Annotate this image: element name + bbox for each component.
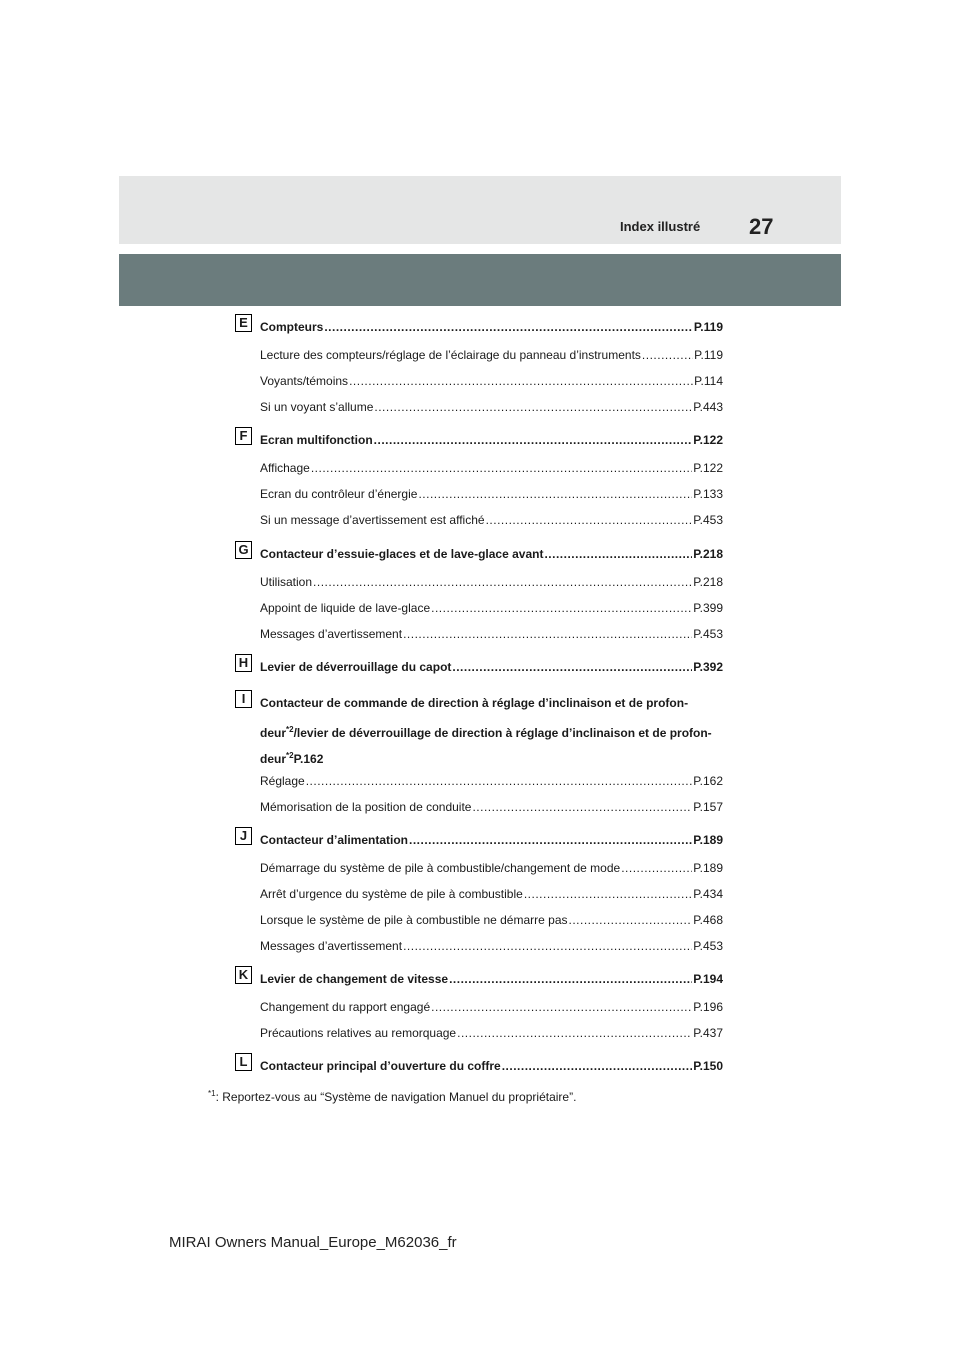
- index-entry-sub[interactable]: [260, 601, 723, 616]
- leader-dots: [418, 487, 692, 502]
- leader-dots: [313, 575, 692, 590]
- leader-dots: [349, 374, 693, 389]
- entry-page: P.453: [693, 513, 723, 527]
- index-entry-sub[interactable]: [260, 487, 723, 502]
- page-number: 27: [749, 214, 774, 239]
- entry-label: Si un voyant s’allume: [260, 400, 374, 414]
- footnote-ref: *2: [286, 751, 294, 760]
- index-entry-sub[interactable]: [260, 800, 723, 815]
- leader-dots: [452, 660, 692, 675]
- entry-page: P.443: [693, 400, 723, 414]
- entry-label: Réglage: [260, 774, 305, 788]
- entry-label: Contacteur d’alimentation: [260, 833, 409, 847]
- entry-label: Messages d’avertissement: [260, 627, 403, 641]
- entry-page: P.392: [693, 660, 723, 674]
- entry-label: Changement du rapport engagé: [260, 1000, 431, 1014]
- leader-dots: [502, 1059, 692, 1074]
- index-entry-sub[interactable]: [260, 939, 723, 954]
- index-entry-main[interactable]: [260, 320, 723, 335]
- leader-dots: [409, 833, 692, 848]
- entry-page: P.468: [693, 913, 723, 927]
- index-entry-sub[interactable]: [260, 913, 723, 928]
- entry-label: Compteurs: [260, 320, 324, 334]
- footnote-mark: *1: [208, 1089, 216, 1098]
- entry-page: P.218: [693, 575, 723, 589]
- entry-page: P.162: [293, 752, 324, 766]
- entry-label: Si un message d’avertissement est affiché: [260, 513, 485, 527]
- entry-label: Ecran multifonction: [260, 433, 373, 447]
- entry-page: P.189: [693, 861, 723, 875]
- letter-marker-h: H: [235, 654, 252, 672]
- leader-dots: [472, 800, 692, 815]
- index-entry-sub[interactable]: [260, 627, 723, 642]
- index-entry-sub[interactable]: [260, 348, 723, 363]
- leader-dots: [374, 433, 693, 448]
- entry-page: P.162: [693, 774, 723, 788]
- header-dark-band: [119, 254, 841, 306]
- leader-dots: [311, 461, 692, 476]
- header-band: [119, 176, 841, 244]
- entry-page: P.189: [693, 833, 723, 847]
- entry-label: Levier de déverrouillage du capot: [260, 660, 452, 674]
- entry-page: P.114: [694, 374, 723, 388]
- index-entry-main[interactable]: [260, 433, 723, 448]
- leader-dots: [403, 939, 692, 954]
- index-entry-main-line1[interactable]: Contacteur de commande de direction à réglage d’inclinaison et de profon-: [260, 696, 689, 710]
- leader-dots: [324, 320, 693, 335]
- leader-dots: [431, 1000, 692, 1015]
- footnote-ref: *2: [286, 725, 294, 734]
- entry-label: Mémorisation de la position de conduite: [260, 800, 472, 814]
- index-entry-sub[interactable]: [260, 1026, 723, 1041]
- letter-marker-j: J: [235, 827, 252, 845]
- entry-label: Ecran du contrôleur d’énergie: [260, 487, 418, 501]
- entry-page: P.194: [693, 972, 723, 986]
- entry-label-part: deur: [260, 726, 287, 740]
- entry-page: P.218: [693, 547, 723, 561]
- entry-page: P.453: [693, 939, 723, 953]
- entry-page: P.122: [693, 433, 723, 447]
- entry-label: Contacteur principal d’ouverture du coffre: [260, 1059, 501, 1073]
- index-entry-main[interactable]: [260, 660, 723, 675]
- entry-label: Lecture des compteurs/réglage de l’éclairage du panneau d’instruments: [260, 348, 641, 362]
- index-entry-sub[interactable]: [260, 887, 723, 902]
- leader-dots: [569, 913, 693, 928]
- leader-dots: [544, 547, 692, 562]
- leader-dots: [642, 348, 693, 363]
- entry-label: Voyants/témoins: [260, 374, 349, 388]
- entry-label: Démarrage du système de pile à combustible/changement de mode: [260, 861, 621, 875]
- entry-page: P.119: [693, 320, 723, 334]
- index-entry-main[interactable]: [260, 547, 723, 562]
- entry-label: Levier de changement de vitesse: [260, 972, 449, 986]
- entry-label: Appoint de liquide de lave-glace: [260, 601, 431, 615]
- index-entry-sub[interactable]: [260, 374, 723, 389]
- entry-page: P.399: [693, 601, 723, 615]
- footnote: [208, 1086, 576, 1105]
- entry-page: P.119: [694, 348, 723, 362]
- entry-page: P.122: [693, 461, 723, 475]
- entry-label-part: deur: [260, 752, 287, 766]
- leader-dots: [621, 861, 692, 876]
- section-title: Index illustré: [620, 219, 701, 234]
- leader-dots: [449, 972, 692, 987]
- index-entry-sub[interactable]: [260, 400, 723, 415]
- entry-label: Lorsque le système de pile à combustible ne démarre pas: [260, 913, 568, 927]
- index-entry-sub[interactable]: [260, 461, 723, 476]
- index-entry-main[interactable]: [260, 833, 723, 848]
- index-entry-sub[interactable]: [260, 1000, 723, 1015]
- leader-dots: [431, 601, 692, 616]
- leader-dots: [524, 887, 692, 902]
- leader-dots: [403, 627, 692, 642]
- letter-marker-g: G: [235, 541, 252, 559]
- letter-marker-f: F: [235, 427, 252, 445]
- index-entry-main-line3[interactable]: [260, 748, 760, 767]
- letter-marker-i: I: [235, 690, 252, 708]
- entry-label: Précautions relatives au remorquage: [260, 1026, 457, 1040]
- letter-marker-k: K: [235, 966, 252, 984]
- letter-marker-l: L: [235, 1053, 252, 1071]
- entry-page: P.150: [693, 1059, 723, 1073]
- index-entry-sub[interactable]: [260, 861, 723, 876]
- index-entry-main[interactable]: [260, 1059, 723, 1074]
- entry-page: P.453: [693, 627, 723, 641]
- entry-page: P.133: [693, 487, 723, 501]
- entry-label: Messages d’avertissement: [260, 939, 403, 953]
- entry-page: P.157: [693, 800, 723, 814]
- entry-page: P.437: [693, 1026, 723, 1040]
- entry-page: P.196: [693, 1000, 723, 1014]
- index-entry-sub[interactable]: [260, 513, 723, 528]
- leader-dots: [457, 1026, 692, 1041]
- entry-page: P.434: [693, 887, 723, 901]
- index-entry-main[interactable]: [260, 972, 723, 987]
- entry-label: Arrêt d’urgence du système de pile à combustible: [260, 887, 523, 901]
- leader-dots: [306, 774, 692, 789]
- document-footer: MIRAI Owners Manual_Europe_M62036_fr: [169, 1234, 457, 1251]
- entry-label: Affichage: [260, 461, 310, 475]
- index-entry-main-line2[interactable]: [260, 722, 760, 741]
- letter-marker-e: E: [235, 314, 252, 332]
- index-entry-sub[interactable]: [260, 774, 723, 789]
- footnote-text: : Reportez-vous au “Système de navigation Manuel du propriétaire”.: [215, 1090, 577, 1104]
- leader-dots: [486, 513, 693, 528]
- index-entry-sub[interactable]: [260, 575, 723, 590]
- entry-label: Utilisation: [260, 575, 313, 589]
- entry-label: Contacteur d’essuie-glaces et de lave-glace avant: [260, 547, 544, 561]
- entry-label-part: /levier de déverrouillage de direction à réglage d’inclinaison et de profon-: [293, 726, 712, 740]
- leader-dots: [374, 400, 692, 415]
